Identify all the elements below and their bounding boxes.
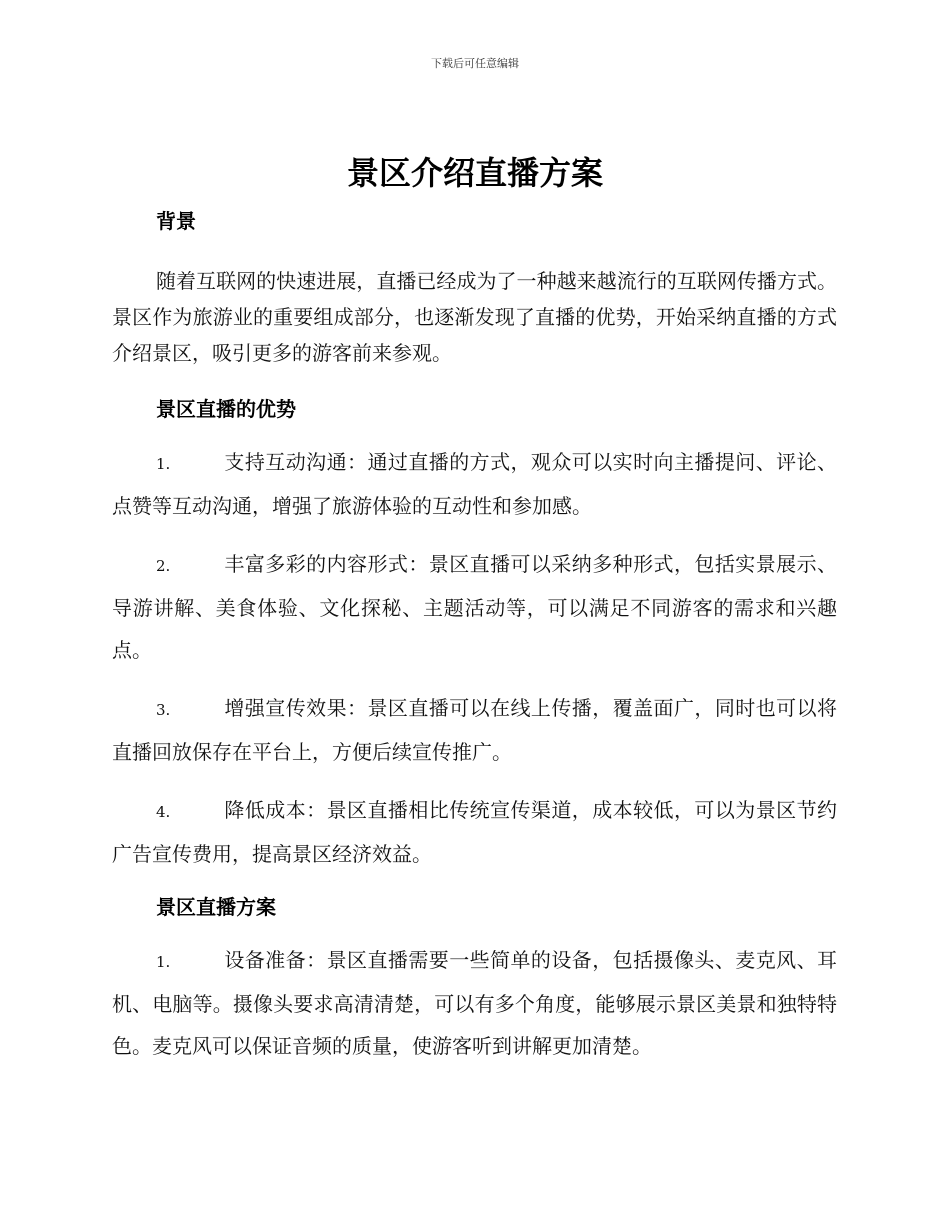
list-item-text: 设备准备：景区直播需要一些简单的设备，包括摄像头、麦克风、耳机、电脑等。摄像头要求高清清楚，可以有多个角度，能够展示景区美景和独特特色。麦克风可以保证音频的质量，使游客听到讲解更加清楚。 — [112, 948, 837, 1058]
document-title: 景区介绍直播方案 — [346, 154, 603, 192]
list-item-number: 1. — [156, 455, 171, 473]
list-item-number: 4. — [156, 803, 171, 821]
list-item-text: 增强宣传效果：景区直播可以在线上传播，覆盖面广，同时也可以将直播回放保存在平台上，方便后续宣传推广。 — [112, 696, 837, 764]
background-paragraph: 随着互联网的快速进展，直播已经成为了一种越来越流行的互联网传播方式。景区作为旅游业的重要组成部分，也逐渐发现了直播的优势，开始采纳直播的方式介绍景区，吸引更多的游客前来参观。 — [112, 269, 837, 365]
list-item-text: 丰富多彩的内容形式：景区直播可以采纳多种形式，包括实景展示、导游讲解、美食体验、文化探秘、主题活动等，可以满足不同游客的需求和兴趣点。 — [112, 552, 837, 662]
section-heading-background: 背景 — [156, 209, 196, 233]
list-item — [112, 441, 837, 527]
list-item — [112, 687, 837, 773]
list-item-number: 1. — [156, 953, 171, 971]
header-note: 下载后可任意编辑 — [431, 57, 519, 70]
list-item — [112, 543, 837, 671]
section-heading-advantages: 景区直播的优势 — [156, 397, 296, 421]
list-item-text: 降低成本：景区直播相比传统宣传渠道，成本较低，可以为景区节约广告宣传费用，提高景区经济效益。 — [112, 798, 837, 866]
list-item-text: 支持互动沟通：通过直播的方式，观众可以实时向主播提问、评论、点赞等互动沟通，增强了旅游体验的互动性和参加感。 — [112, 450, 837, 518]
list-item — [112, 789, 837, 875]
document-body — [112, 205, 837, 1067]
list-item — [112, 939, 837, 1067]
list-item-number: 3. — [156, 701, 171, 719]
list-item-number: 2. — [156, 557, 171, 575]
section-heading-plan: 景区直播方案 — [156, 895, 276, 919]
